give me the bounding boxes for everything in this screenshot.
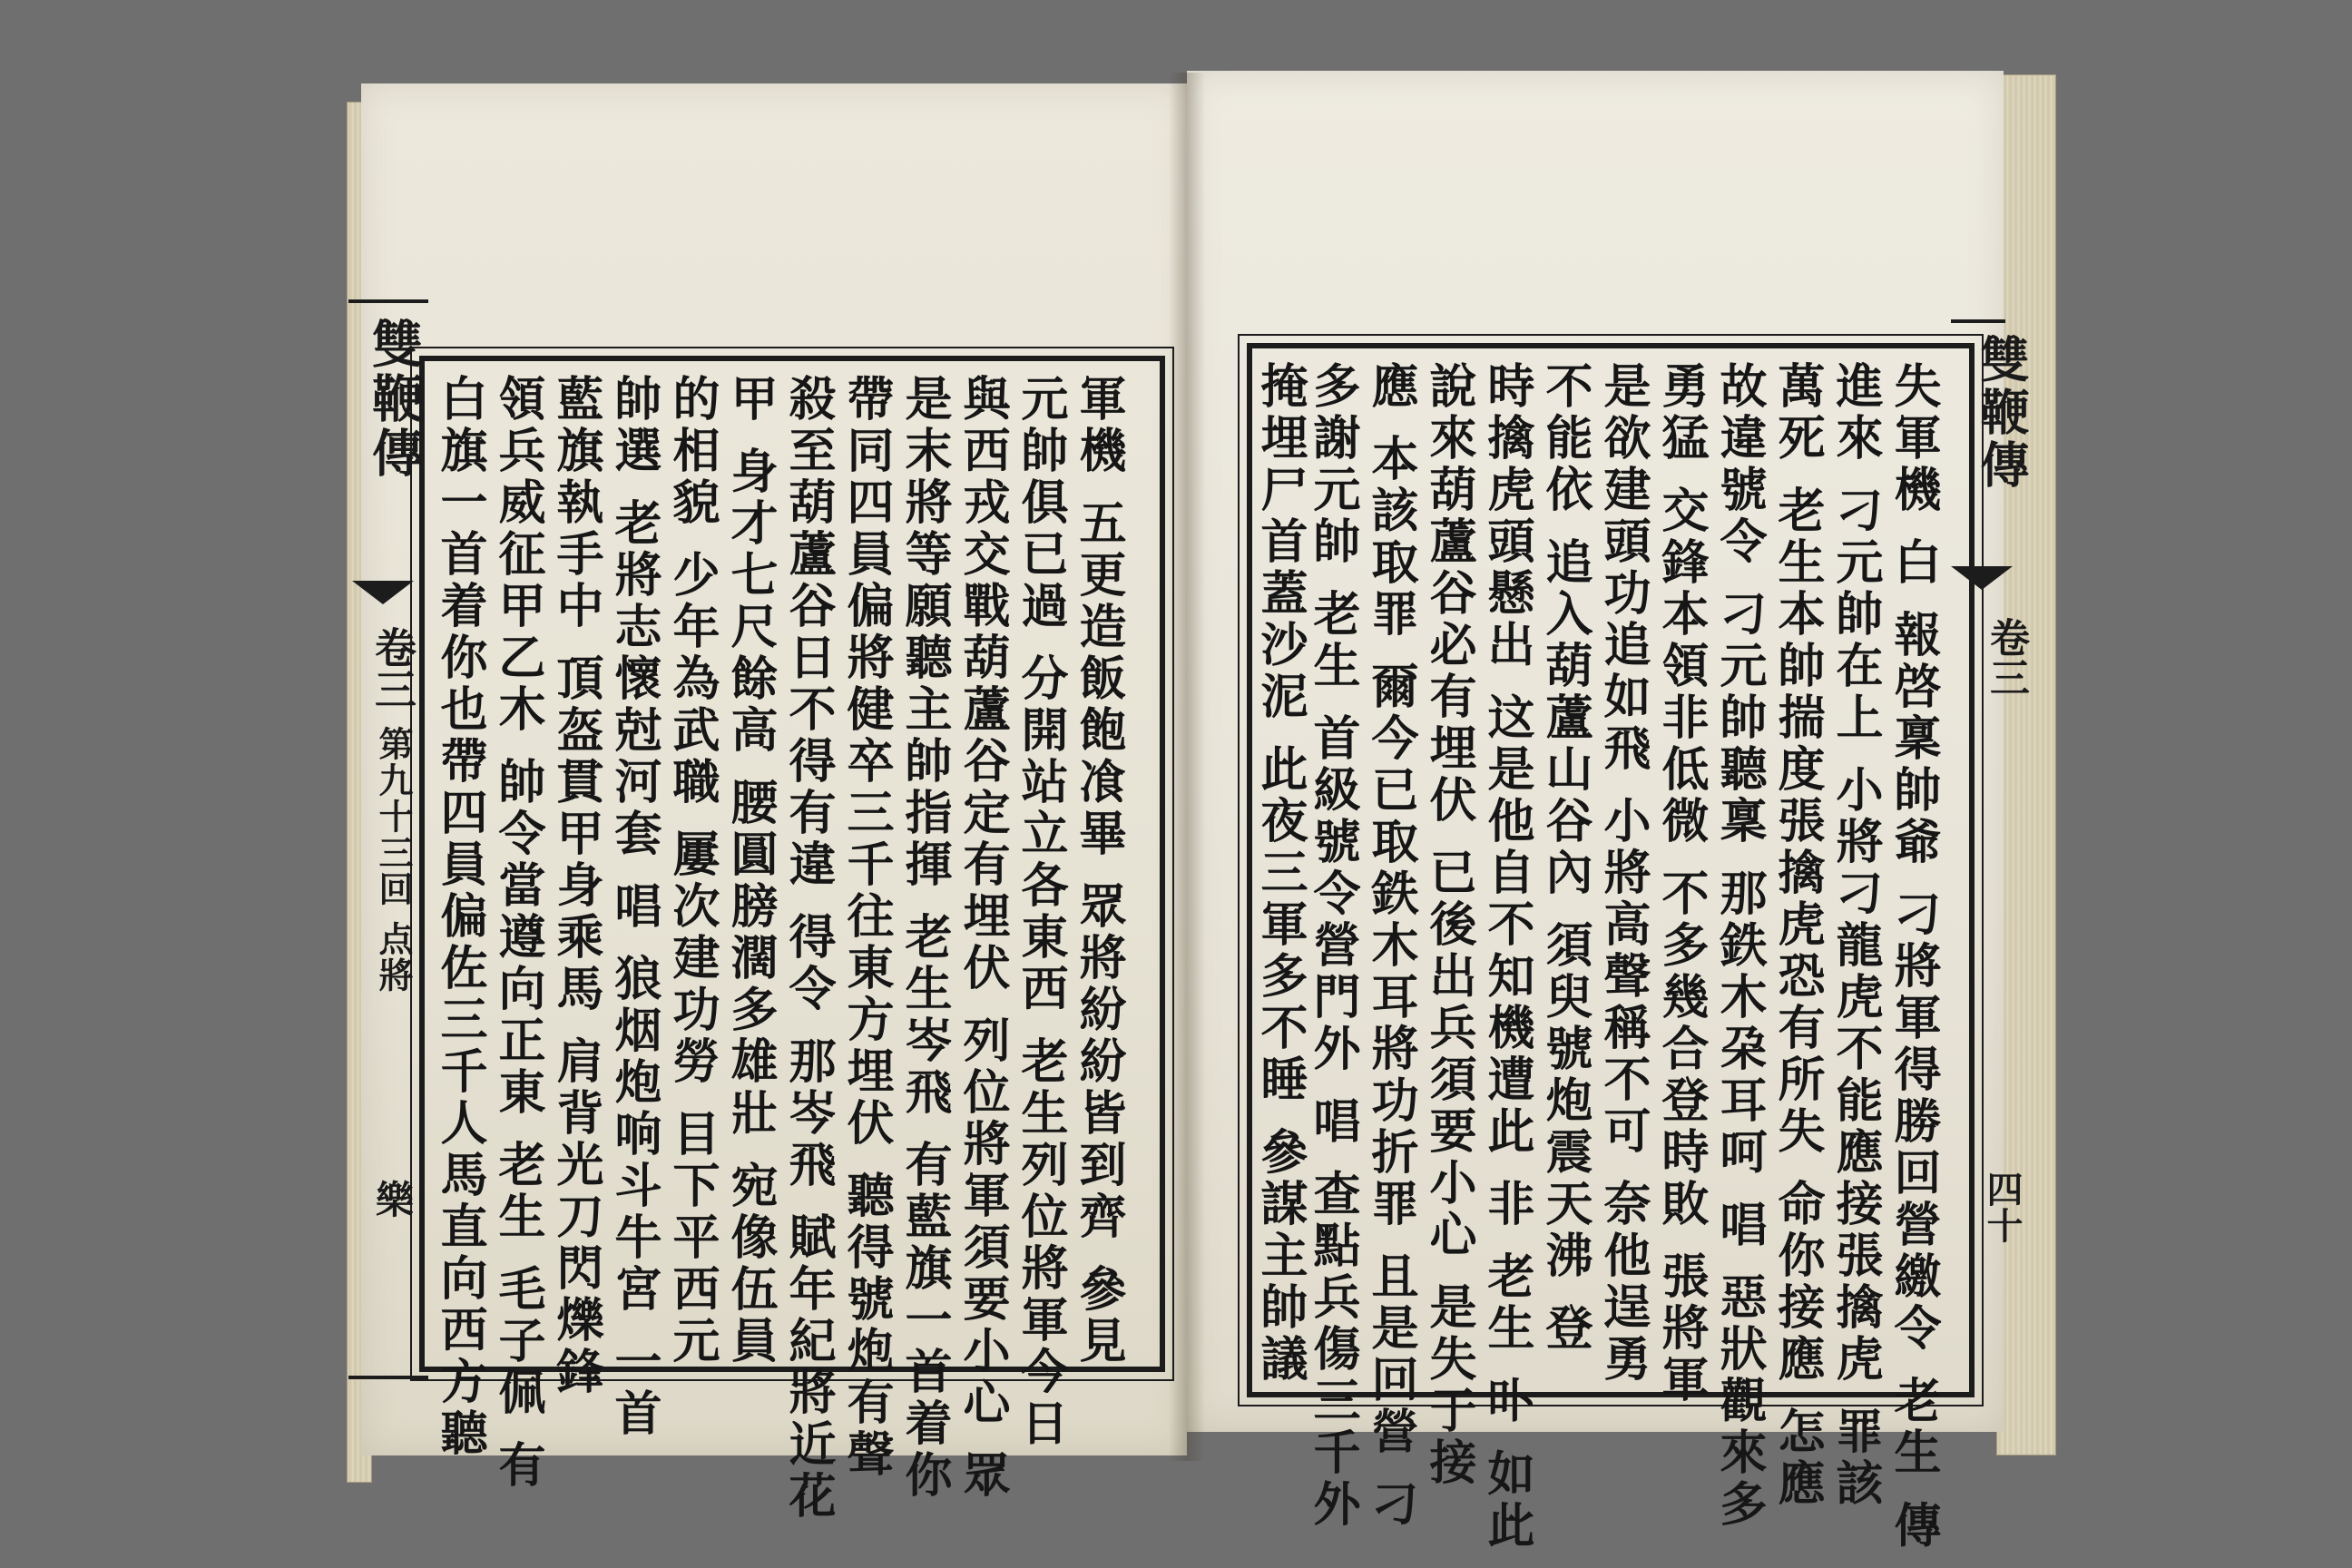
page-number-right: 四十 [1981, 1171, 2024, 1243]
chapter-label-left: 第九十三回 点將 [373, 726, 414, 995]
left-text-column-1: 軍機 五更造飯飽飡畢 眾將紛紛皆到齊 參見 [1071, 374, 1126, 1368]
book-title-right: 雙鞭傳 [1973, 334, 2031, 492]
left-text-column-9: 帥選 老將志懷尅河套 唱 狼烟炮响斗牛宮 一首 [606, 374, 662, 1441]
right-text-column-11: 多謝元帥 老生 首級號令營門外 唱 查點兵傷三千外 [1305, 361, 1360, 1532]
right-strip-top-rule [1951, 319, 2005, 323]
volume-label-left: 卷三 [368, 626, 417, 710]
left-text-column-8: 的相貌 少年為武職 屢次建功勞 目下平西元 [664, 374, 720, 1368]
left-text-column-2: 元帥俱已過 分開站立各東西 老生列位將軍今日 [1013, 374, 1068, 1451]
left-strip-bottom-rule [348, 1376, 428, 1379]
book-title-left: 雙鞭傳 [364, 318, 424, 481]
right-text-column-1: 失軍機 白 報啓稟帥爺 刁將軍得勝回營繳令 老生 傳 [1886, 361, 1941, 1553]
left-text-column-7: 甲 身才七尺餘高 腰圓膀濶多雄壯 宛像伍員 [722, 374, 778, 1368]
fishtail-mark-right [1951, 566, 2013, 590]
left-text-column-10: 藍旗執手中 頂盔貫甲身乘馬 肩背光刀閃爍鋒 [548, 374, 603, 1399]
right-text-column-12: 掩埋尸首蓋沙泥 此夜三軍多不睡 參謀主帥議 [1252, 361, 1308, 1387]
book-gutter [1169, 73, 1205, 1461]
right-text-column-6: 是欲建頭功追如飛 小將高聲稱不可 奈他逞勇 [1595, 361, 1651, 1387]
page-number-left: 樂 [370, 1180, 415, 1218]
right-text-column-9: 說來葫蘆谷必有埋伏 已後出兵須要小心 是失于接 [1421, 361, 1476, 1490]
left-text-column-12: 白旗一首着你也帶四員偏佐三千人馬直向西方聽 [432, 374, 487, 1460]
left-strip-top-rule [348, 299, 428, 303]
right-page-edge [1996, 74, 2056, 1455]
right-text-column-5: 勇猛 交鋒本領非低微 不多幾合登時敗 張將軍 [1653, 361, 1709, 1407]
left-text-column-6: 殺至葫蘆谷日不得有違 得令 那岑飛 賦年紀將近花 [780, 374, 836, 1524]
right-text-column-8: 時擒虎頭懸出 这是他自不知機遭此 非 老生 卟 如此 [1479, 361, 1534, 1553]
volume-label-right: 卷三 [1983, 617, 2029, 697]
right-text-column-3: 萬死 老生本帥揣度張擒虎恐有所失 命你接應 怎應 [1769, 361, 1825, 1511]
right-text-column-2: 進來 刁元帥在上 小將刁龍虎不能應接張擒虎 罪該 [1828, 361, 1883, 1511]
left-text-column-4: 是末將等願聽主帥指揮 老生岑飛 有藍旗一首着你 [897, 374, 952, 1503]
left-text-column-3: 與西戎交戰葫蘆谷定有埋伏 列位將軍須要小心 眾 [955, 374, 1010, 1503]
left-text-column-11: 領兵威征甲乙木 帥令當遵向正東 老生 毛子佩 有 [490, 374, 545, 1493]
right-text-column-7: 不能依 追入葫蘆山谷內 須臾號炮震天沸 登 [1537, 361, 1592, 1356]
right-text-column-4: 故違號令 刁元帥聽稟 那鉄木朶耳呵 唱 惡狀觀來多 [1711, 361, 1767, 1532]
left-text-column-5: 帶同四員偏將健卒三千往東方埋伏 聽得號炮有聲 [838, 374, 894, 1482]
fishtail-mark-left [352, 581, 414, 604]
right-text-column-10: 應 本該取罪 爾今已取鉄木耳將功折罪 且是回營 刁 [1363, 361, 1418, 1532]
